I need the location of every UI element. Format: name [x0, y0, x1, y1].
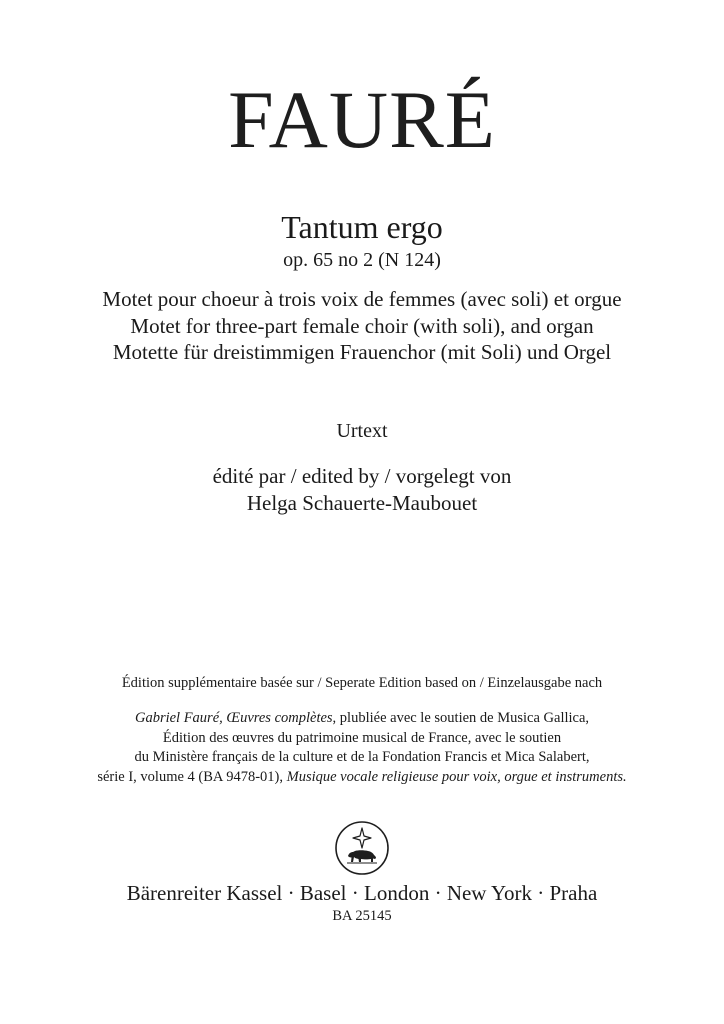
source-volume-title: Musique vocale religieuse pour voix, orgue et instruments.: [286, 768, 627, 785]
source-line-1: [0, 709, 724, 729]
subtitle-block: [0, 286, 724, 366]
edition-note: Édition supplémentaire basée sur / Seperate Edition based on / Einzelausgabe nach: [121, 675, 603, 691]
source-line-1-rest: , plubliée avec le soutien de Musica Gallica,: [332, 710, 590, 726]
subtitle-english: Motet for three-part female choir (with soli), and organ: [130, 313, 594, 338]
source-line-3: du Ministère français de la culture et de la Fondation Francis et Mica Salabert,: [134, 749, 590, 765]
editor-label: édité par / edited by / vorgelegt von: [212, 464, 512, 488]
subtitle-german: Motette für dreistimmigen Frauenchor (mit Soli) und Orgel: [112, 340, 612, 364]
editor-block: [0, 463, 724, 516]
editor-name: Helga Schauerte-Maubouet: [246, 490, 478, 515]
subtitle-french: Motet pour choeur à trois voix de femmes (avec soli) et orgue: [102, 287, 622, 311]
urtext-label: Urtext: [336, 420, 388, 442]
source-work-title: Gabriel Fauré, Œuvres complètes: [134, 710, 333, 726]
source-line-4-plain: série I, volume 4 (BA 9478-01),: [97, 768, 287, 785]
opus-number: op. 65 no 2 (N 124): [283, 249, 441, 271]
source-citation: [0, 709, 724, 787]
source-line-4: [0, 768, 724, 788]
source-line-2: Édition des œuvres du patrimoine musical de France, avec le soutien: [162, 729, 562, 746]
composer-name: FAURÉ: [228, 74, 496, 165]
publisher-imprint: Bärenreiter Kassel · Basel · London · New York · Praha: [126, 881, 598, 905]
work-title: Tantum ergo: [281, 209, 443, 245]
catalog-number: BA 25145: [332, 908, 392, 924]
bear-star-seal-icon: [334, 820, 390, 876]
